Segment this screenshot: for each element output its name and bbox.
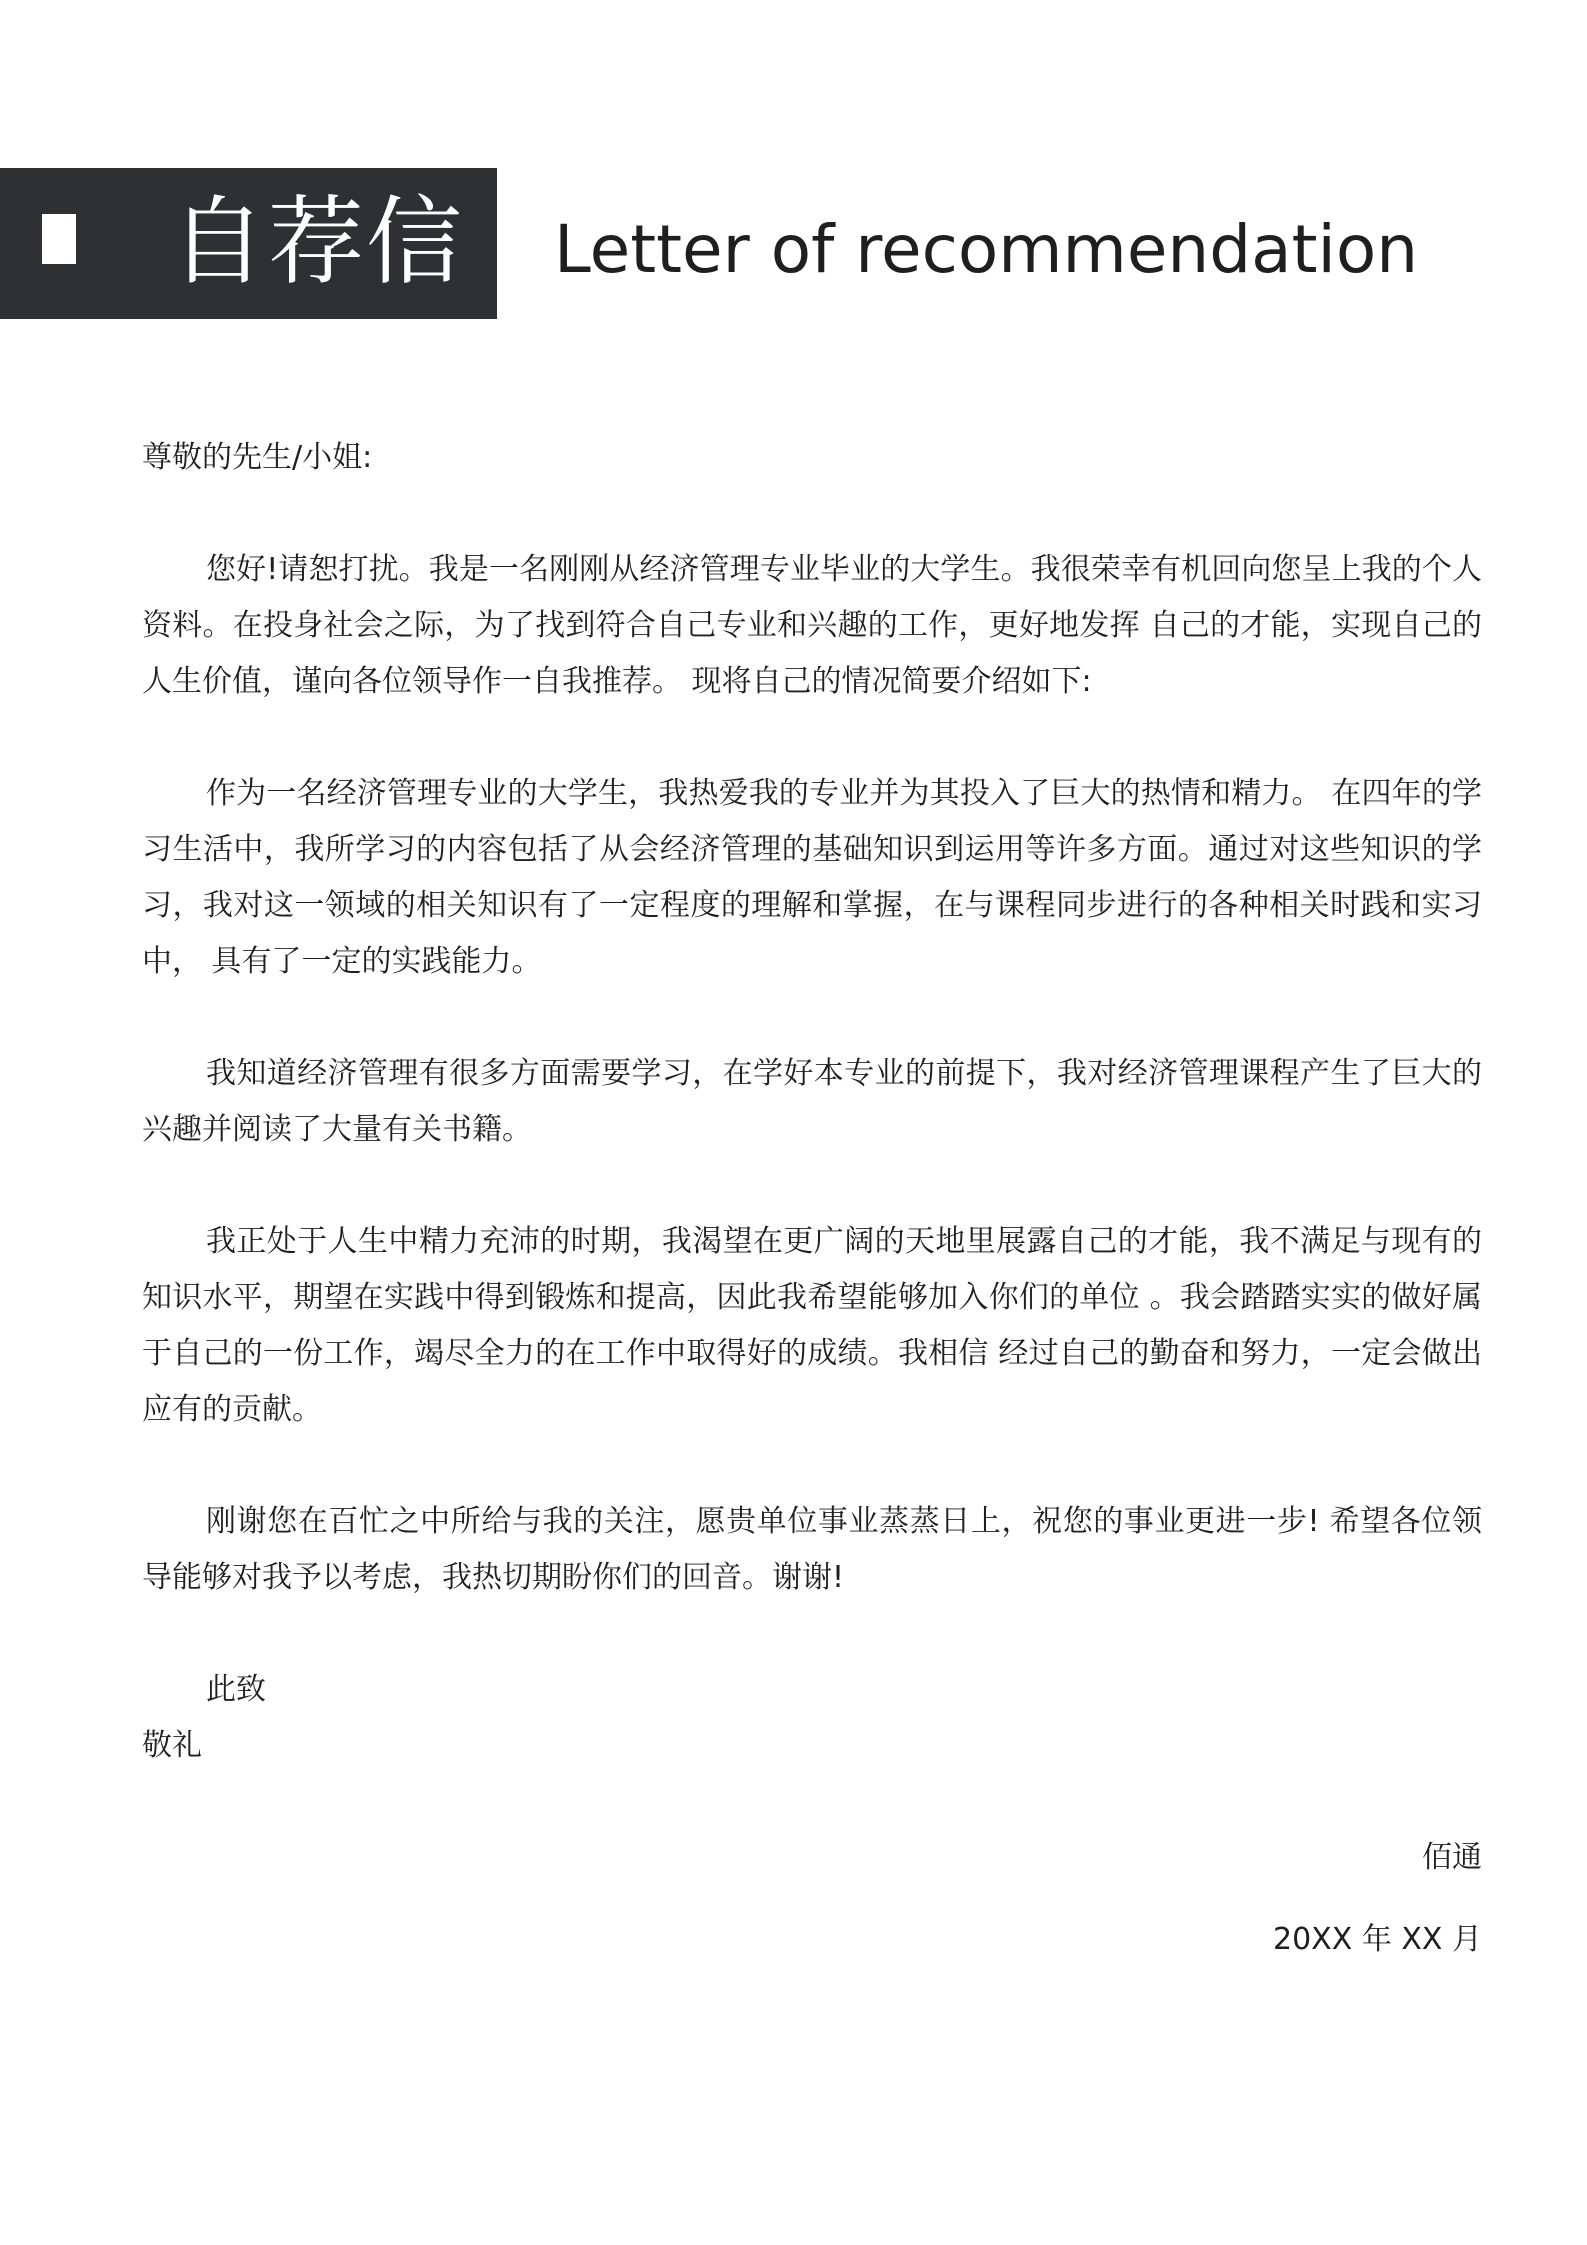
- paragraph-aspiration: 我正处于人生中精力充沛的时期，我渴望在更广阔的天地里展露自己的才能，我不满足与现有的知识水平，期望在实践中得到锻炼和提高，因此我希望能够加入你们的单位 。我会踏踏实实的做好属于自己的一份工作，竭尽全力的在工作中取得好的成绩。我相信 经过自己的勤奋和努力，一定会做出应有的贡献。: [142, 1224, 1482, 1427]
- paragraph-education: 作为一名经济管理专业的大学生，我热爱我的专业并为其投入了巨大的热情和精力。 在四年的学习生活中，我所学习的内容包括了从会经济管理的基础知识到运用等许多方面。通过对这些知识的学习，我对这一领域的相关知识有了一定程度的理解和掌握，在与课程同步进行的各种相关时践和实习中， 具有了一定的实践能力。: [142, 776, 1482, 979]
- title-square-mark: [42, 214, 76, 264]
- signature-date: 20XX 年 XX 月: [1273, 1922, 1482, 1957]
- signature-name: 佰通: [1422, 1840, 1482, 1875]
- title-chinese: 自荐信: [170, 186, 464, 298]
- salutation: 尊敬的先生/小姐:: [142, 440, 373, 475]
- paragraph-intro: 您好!请恕打扰。我是一名刚刚从经济管理专业毕业的大学生。我很荣幸有机回向您呈上我的个人资料。在投身社会之际，为了找到符合自己专业和兴趣的工作，更好地发挥 自己的才能，实现自己的人生价值，谨向各位领导作一自我推荐。 现将自己的情况简要介绍如下:: [142, 552, 1482, 699]
- title-block: [0, 168, 497, 319]
- title-english: Letter of recommendation: [554, 211, 1419, 288]
- closing-regards: 此致: [206, 1672, 266, 1707]
- paragraph-thanks: 刚谢您在百忙之中所给与我的关注，愿贵单位事业蒸蒸日上，祝您的事业更进一步! 希望各位领导能够对我予以考虑，我热切期盼你们的回音。谢谢!: [142, 1504, 1482, 1595]
- letter-body: [142, 430, 1482, 1968]
- paragraph-interest: 我知道经济管理有很多方面需要学习，在学好本专业的前提下，我对经济管理课程产生了巨大的兴趣并阅读了大量有关书籍。: [142, 1056, 1482, 1147]
- closing-salute: 敬礼: [142, 1728, 202, 1763]
